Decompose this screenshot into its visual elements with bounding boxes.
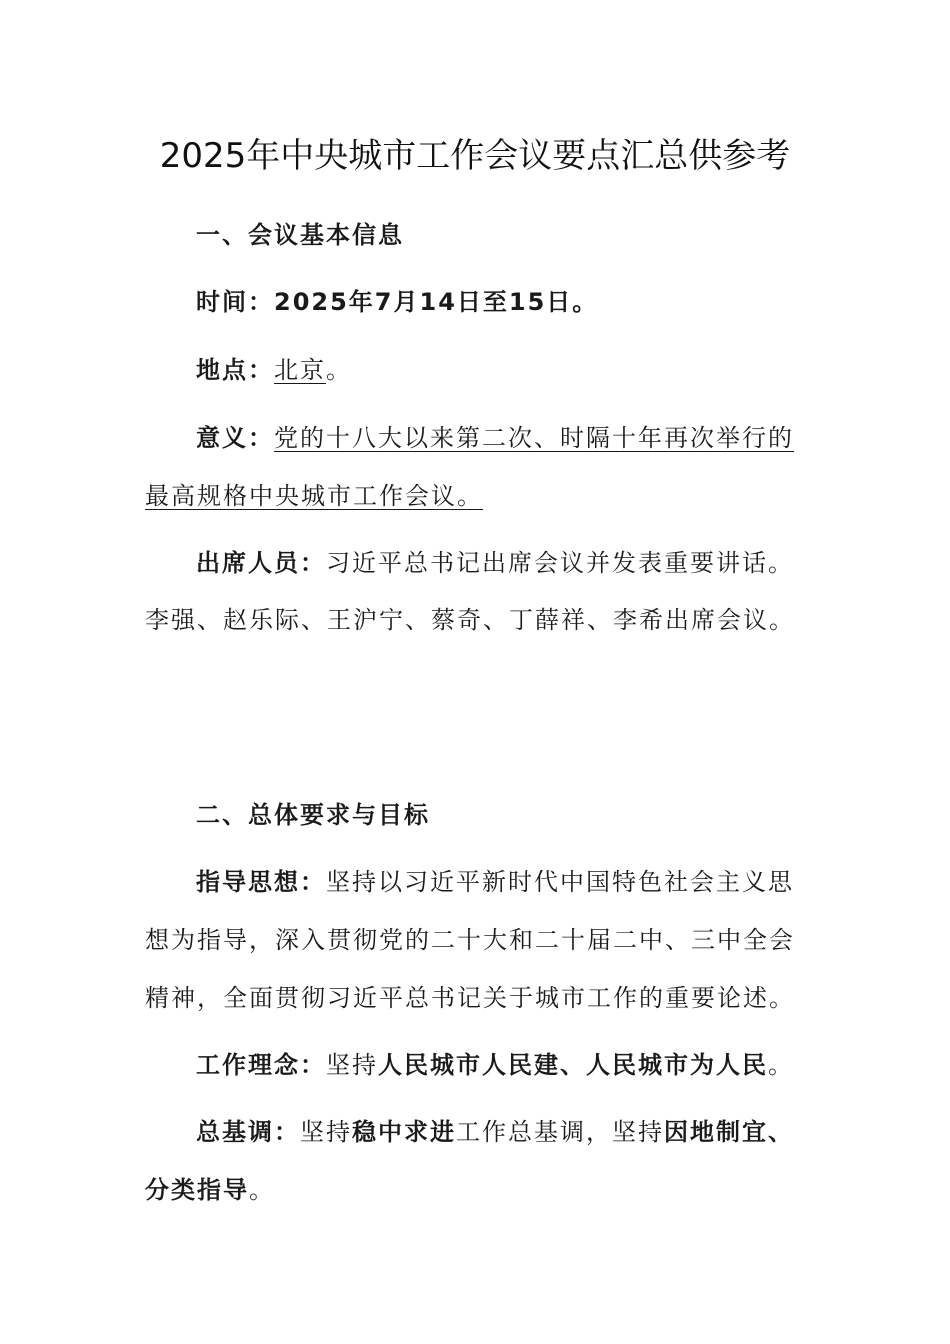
attendees-line1 [196,545,856,581]
tone-bold-2: 因地制宜、 [664,1118,794,1146]
work-concept [196,1047,856,1083]
section-heading-basic-info: 一、会议基本信息 [196,221,404,249]
document-title: 2025年中央城市工作会议要点汇总供参考 [159,136,791,176]
guiding-thought-line2: 想为指导，深入贯彻党的二十大和二十届二中、三中全会 [145,926,795,954]
guide-text-1: 坚持以习近平新时代中国特色社会主义思 [326,868,794,896]
general-tone-line2 [145,1172,805,1208]
meaning-label: 意义： [196,424,274,452]
meeting-place [196,352,856,388]
place-end: 。 [326,356,352,384]
concept-label: 工作理念： [196,1051,326,1079]
attendees-label: 出席人员： [196,549,326,577]
meaning-text-2: 最高规格中央城市工作会议。 [145,482,483,510]
meeting-time [196,284,856,320]
guiding-thought-line3: 精神，全面贯彻习近平总书记关于城市工作的重要论述。 [145,984,795,1012]
attendees-line2: 李强、赵乐际、王沪宁、蔡奇、丁薛祥、李希出席会议。 [145,606,795,634]
tone-bold-1: 稳中求进 [352,1118,456,1146]
concept-end: 。 [768,1051,794,1079]
section-heading-requirements: 二、总体要求与目标 [196,801,430,829]
concept-pre: 坚持 [326,1051,378,1079]
time-label: 时间： [196,288,274,316]
tone-label: 总基调： [196,1118,300,1146]
meaning-text-1: 党的十八大以来第二次、时隔十年再次举行的 [274,424,794,452]
guiding-thought-line1 [196,864,856,900]
attendees-text-1: 习近平总书记出席会议并发表重要讲话。 [326,549,794,577]
concept-bold: 人民城市人民建、人民城市为人民 [378,1051,768,1079]
meeting-meaning-line2 [145,478,805,514]
general-tone-line1 [196,1114,856,1150]
tone-pre: 坚持 [300,1118,352,1146]
tone-line2-bold: 分类指导 [145,1176,249,1204]
tone-mid: 工作总基调，坚持 [456,1118,664,1146]
time-value: 2025年7月14日至15日。 [274,288,599,316]
guide-label: 指导思想： [196,868,326,896]
place-value: 北京 [274,356,326,384]
tone-line2-end: 。 [249,1176,275,1204]
place-label: 地点： [196,356,274,384]
meeting-meaning-line1 [196,420,856,456]
